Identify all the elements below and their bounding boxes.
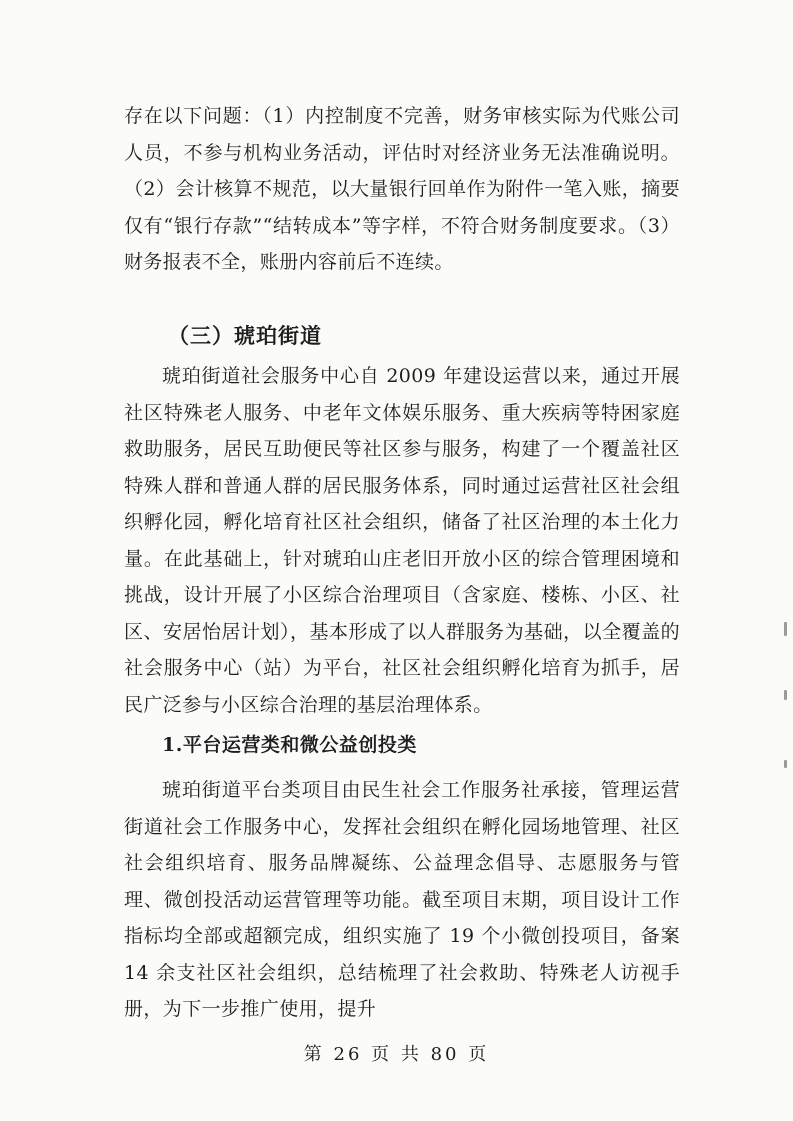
section-heading: （三）琥珀街道 <box>168 323 322 348</box>
subsection-heading: 1.平台运营类和微公益创投类 <box>162 734 417 756</box>
paragraph-hupo-overview: 琥珀街道社会服务中心自 2009 年建设运营以来，通过开展社区特殊老人服务、中老年文体娱乐服务、重大疾病等特困家庭救助服务，居民互助便民等社区参与服务，构建了一个覆盖社区特殊人群和普通人群的居民服务体系，同时通过运营社区社会组织孵化园，孵化培育社区社会组织，储备了社区治理的本土化力量。在此基础上，针对琥珀山庄老旧开放小区的综合管理困境和挑战，设计开展了小区综合治理项目（含家庭、楼栋、小区、社区、安居怡居计划），基本形成了以人群服务为基础，以全覆盖的社会服务中心（站）为平台，社区社会组织孵化培育为抓手，居民广泛参与小区综合治理的基层治理体系。 <box>124 365 680 716</box>
scan-edge-mark <box>784 622 787 636</box>
paragraph-financial-issues: 存在以下问题：（1）内控制度不完善，财务审核实际为代账公司人员，不参与机构业务活动，评估时对经济业务无法准确说明。（2）会计核算不规范，以大量银行回单作为附件一笔入账，摘要仅有“银行存款”“结转成本”等字样，不符合财务制度要求。（3）财务报表不全，账册内容前后不连续。 <box>124 105 680 273</box>
scan-edge-mark <box>784 690 787 700</box>
page-number-footer: 第 26 页 共 80 页 <box>303 1044 490 1065</box>
scan-edge-mark <box>784 760 787 768</box>
paragraph-platform-projects: 琥珀街道平台类项目由民生社会工作服务社承接，管理运营街道社会工作服务中心，发挥社会组织在孵化园场地管理、社区社会组织培育、服务品牌凝练、公益理念倡导、志愿服务与管理、微创投活动运营管理等功能。截至项目末期，项目设计工作指标均全部或超额完成，组织实施了 19 个小微创投项目，备案 14 余支社区社会组织，总结梳理了社会救助、特殊老人访视手册，为下一步推广使用，提升 <box>124 779 680 1020</box>
